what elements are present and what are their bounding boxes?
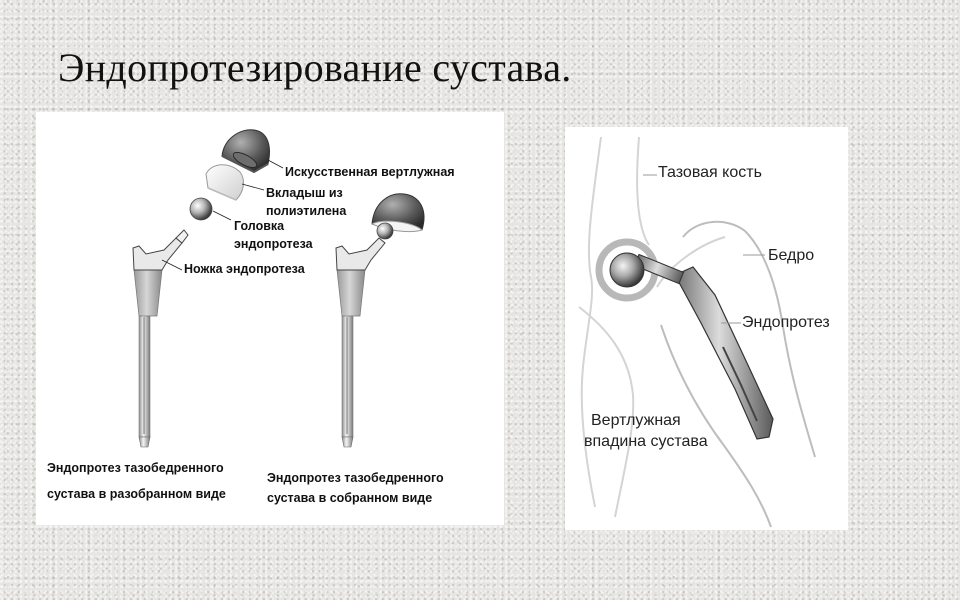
label-liner-line1: Вкладыш из xyxy=(266,186,343,200)
label-femur: Бедро xyxy=(768,247,815,264)
femoral-head-part xyxy=(190,198,212,220)
label-stem: Ножка эндопротеза xyxy=(184,262,305,276)
assembled-cup xyxy=(372,194,424,239)
assembled-prosthesis xyxy=(336,194,424,447)
caption-assembled-line2: сустава в собранном виде xyxy=(267,491,433,505)
caption-disassembled-line1: Эндопротез тазобедренного xyxy=(47,461,224,475)
caption-disassembled-line2: сустава в разобранном виде xyxy=(47,487,226,501)
prosthesis-components-panel xyxy=(36,112,504,525)
label-acetabulum-line2: впадина сустава xyxy=(584,433,708,450)
hip-joint-panel xyxy=(565,127,848,530)
exploded-prosthesis xyxy=(133,130,283,447)
label-liner-line2: полиэтилена xyxy=(266,204,347,218)
label-acetabulum-line1: Вертлужная xyxy=(591,412,681,429)
caption-assembled-line1: Эндопротез тазобедренного xyxy=(267,471,444,485)
label-implant: Эндопротез xyxy=(742,314,830,331)
label-head-line2: эндопротеза xyxy=(234,237,313,251)
femoral-stem-part xyxy=(133,230,188,447)
label-head-line1: Головка xyxy=(234,219,285,233)
assembled-stem xyxy=(336,238,385,447)
label-acetabular-cup: Искусственная вертлужная xyxy=(285,165,455,179)
slide-title: Эндопротезирование сустава. xyxy=(58,45,572,90)
polyethylene-liner-part xyxy=(206,165,243,200)
label-pelvis: Тазовая кость xyxy=(658,164,762,181)
